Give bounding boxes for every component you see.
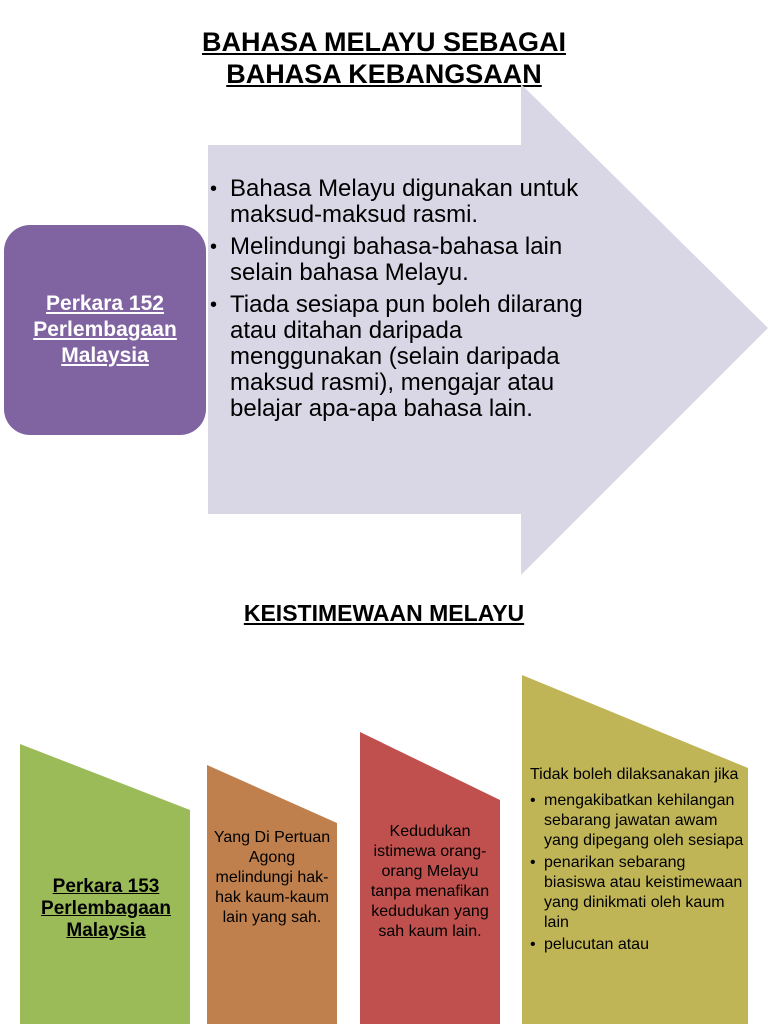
section1-title-line2: BAHASA KEBANGSAAN (226, 59, 542, 89)
perkara-152-label: Perkara 152 Perlembagaan Malaysia (33, 292, 177, 367)
tidak-boleh-panel (530, 765, 745, 957)
agong-text: Yang Di Pertuan Agong melindungi hak-hak kaum-kaum lain yang sah. (213, 829, 331, 926)
section1-bullet-1: • Bahasa Melayu digunakan untuk maksud-maksud rasmi. (210, 176, 590, 228)
section1-title-line1: BAHASA MELAYU SEBAGAI (201, 27, 567, 57)
section1-bullet-2: • Melindungi bahasa-bahasa lain selain bahasa Melayu. (210, 234, 590, 286)
condition-2: • penarikan sebarang biasiswa atau keistimewaan yang dinikmati oleh kaum lain (530, 853, 745, 933)
perkara-153-label: Perkara 153 Perlembagaan Malaysia (41, 876, 171, 941)
section2-title: KEISTIMEWAAN MELAYU (243, 600, 525, 626)
section1-bullet-list (210, 176, 590, 428)
tidak-boleh-heading: Tidak boleh dilaksanakan jika (530, 766, 739, 783)
condition-3: • pelucutan atau (530, 935, 745, 955)
section1-bullet-3: • Tiada sesiapa pun boleh dilarang atau ditahan daripada menggunakan (selain daripada maksud rasmi), mengajar atau belajar apa-apa bahasa lain. (210, 292, 590, 422)
perkara-152-box (4, 225, 206, 435)
condition-list (530, 791, 745, 955)
kedudukan-text: Kedudukan istimewa orang-orang Melayu tanpa menafikan kedudukan yang sah kaum lain. (370, 823, 490, 940)
condition-1: • mengakibatkan kehilangan sebarang jawatan awam yang dipegang oleh sesiapa (530, 791, 745, 851)
